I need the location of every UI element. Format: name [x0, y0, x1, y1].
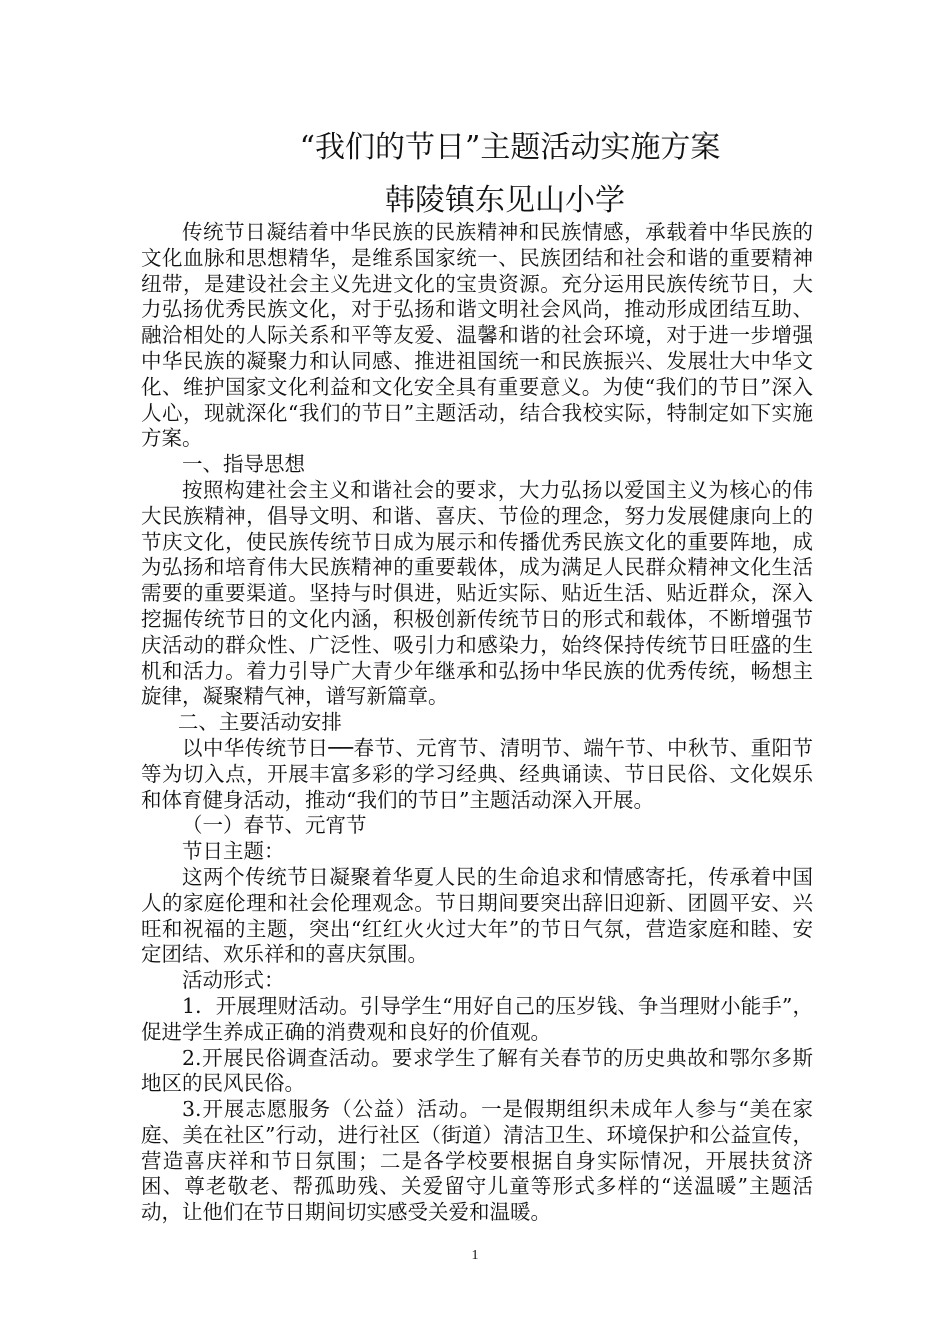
subsection-heading-spring-festival: （一）春节、元宵节	[182, 813, 367, 838]
document-title: “我们的节日”主题活动实施方案	[299, 130, 721, 165]
activity-item-1: 1．开展理财活动。引导学生“用好自己的压岁钱、争当理财小能手”，促进学生养成正确的消费观和良好的价值观。	[141, 993, 813, 1044]
guiding-ideology-paragraph: 按照构建社会主义和谐社会的要求，大力弘扬以爱国主义为核心的伟大民族精神，倡导文明、和谐、喜庆、节俭的理念，努力发展健康向上的节庆文化，使民族传统节日成为展示和传播优秀民族文化的重要阵地，成为弘扬和培育伟大民族精神的重要载体，成为满足人民群众精神文化生活需要的重要渠道。坚持与时俱进，贴近实际、贴近生活、贴近群众，深入挖掘传统节日的文化内涵，积极创新传统节日的形式和载体，不断增强节庆活动的群众性、广泛性、吸引力和感染力，始终保持传统节日旺盛的生机和活力。着力引导广大青少年继承和弘扬中华民族的优秀传统，畅想主旋律，凝聚精气神，谱写新篇章。	[141, 477, 813, 709]
page-number: 1	[471, 1248, 479, 1263]
school-name: 韩陵镇东见山小学	[385, 183, 625, 218]
document-body	[141, 220, 813, 1226]
activity-form-label: 活动形式：	[182, 968, 285, 993]
festival-theme-paragraph: 这两个传统节日凝聚着华夏人民的生命追求和情感寄托，传承着中国人的家庭伦理和社会伦理观念。节日期间要突出辞旧迎新、团圆平安、兴旺和祝福的主题，突出“红红火火过大年”的节日气氛，营造家庭和睦、安定团结、欢乐祥和的喜庆氛围。	[141, 864, 813, 967]
festival-theme-label: 节日主题：	[182, 839, 285, 864]
section-heading-guiding-ideology: 一、指导思想	[182, 452, 305, 477]
activity-item-3: 3.开展志愿服务（公益）活动。一是假期组织未成年人参与“美在家庭、美在社区”行动，进行社区（街道）清洁卫生、环境保护和公益宣传，营造喜庆祥和节日氛围；二是各学校要根据自身实际情况，开展扶贫济困、尊老敬老、帮孤助残、关爱留守儿童等形式多样的“送温暖”主题活动，让他们在节日期间切实感受关爱和温暖。	[141, 1097, 813, 1225]
activity-item-2: 2.开展民俗调查活动。要求学生了解有关春节的历史典故和鄂尔多斯地区的民风民俗。	[141, 1045, 813, 1096]
main-activities-paragraph: 以中华传统节日──春节、元宵节、清明节、端午节、中秋节、重阳节等为切入点，开展丰富多彩的学习经典、经典诵读、节日民俗、文化娱乐和体育健身活动，推动“我们的节日”主题活动深入开展。	[141, 735, 813, 812]
section-heading-main-activities: 二、主要活动安排	[177, 710, 342, 735]
intro-paragraph: 传统节日凝结着中华民族的民族精神和民族情感，承载着中华民族的文化血脉和思想精华，是维系国家统一、民族团结和社会和谐的重要精神纽带，是建设社会主义先进文化的宝贵资源。充分运用民族传统节日，大力弘扬优秀民族文化，对于弘扬和谐文明社会风尚，推动形成团结互助、融洽相处的人际关系和平等友爱、温馨和谐的社会环境，对于进一步增强中华民族的凝聚力和认同感、推进祖国统一和民族振兴、发展壮大中华文化、维护国家文化利益和文化安全具有重要意义。为使“我们的节日”深入人心，现就深化“我们的节日”主题活动，结合我校实际，特制定如下实施方案。	[141, 220, 813, 451]
